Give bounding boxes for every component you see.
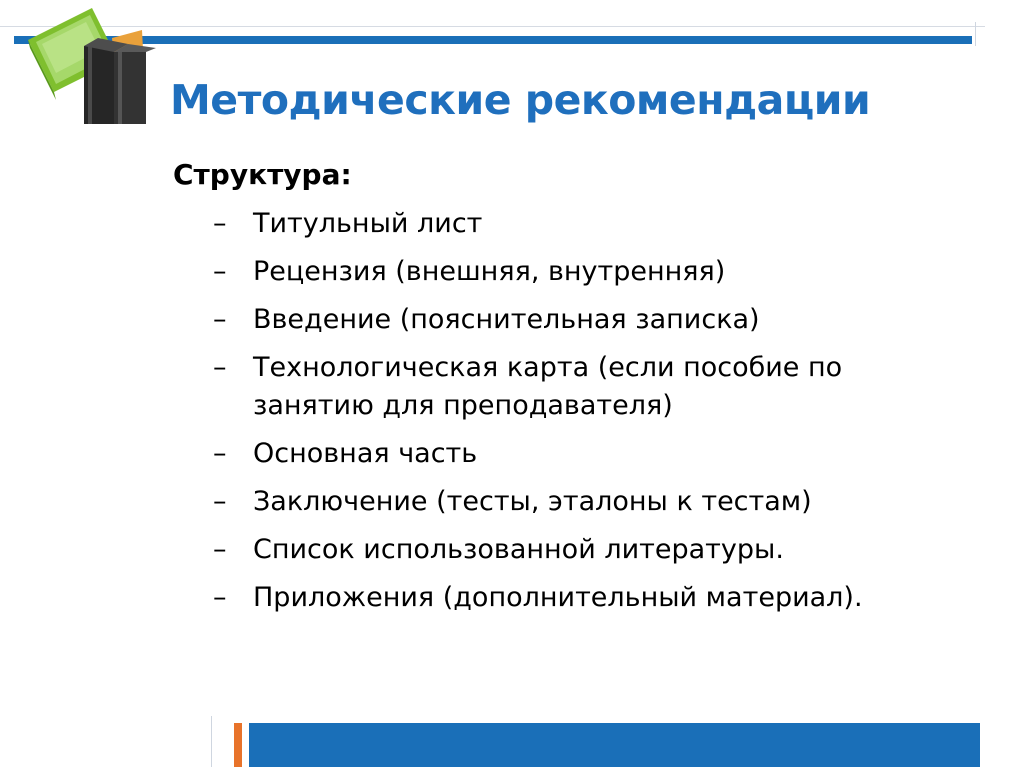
list-item-text: Титульный лист (253, 208, 483, 239)
bullet-dash: – (213, 256, 227, 287)
top-right-tick (975, 22, 976, 46)
list-item-text: Приложения (дополнительный материал). (253, 582, 863, 613)
list-item (205, 483, 925, 521)
slide-title: Методические рекомендации (170, 76, 871, 124)
list-item-text: Введение (пояснительная записка) (253, 304, 760, 335)
books-icon (22, 0, 162, 128)
bullet-dash: – (213, 582, 227, 613)
list-item-text: Заключение (тесты, эталоны к тестам) (253, 486, 812, 517)
list-item-text: Список использованной литературы. (253, 534, 784, 565)
list-item (205, 579, 925, 617)
list-item-text: Рецензия (внешняя, внутренняя) (253, 256, 726, 287)
bottom-left-tick (211, 716, 212, 767)
bullet-dash: – (213, 486, 227, 517)
bottom-accent-bar (249, 723, 980, 767)
bullet-dash: – (213, 352, 227, 383)
list-item-text: Основная часть (253, 438, 478, 469)
list-item-text: Технологическая карта (если пособие по занятию для преподавателя) (253, 352, 843, 421)
bullet-dash: – (213, 208, 227, 239)
bullet-dash: – (213, 304, 227, 335)
structure-heading: Структура: (173, 158, 352, 191)
structure-list (205, 205, 925, 627)
list-item (205, 435, 925, 473)
bullet-dash: – (213, 438, 227, 469)
list-item (205, 349, 925, 425)
bullet-dash: – (213, 534, 227, 565)
list-item (205, 531, 925, 569)
list-item (205, 301, 925, 339)
list-item (205, 253, 925, 291)
list-item (205, 205, 925, 243)
bottom-orange-accent (234, 723, 242, 767)
